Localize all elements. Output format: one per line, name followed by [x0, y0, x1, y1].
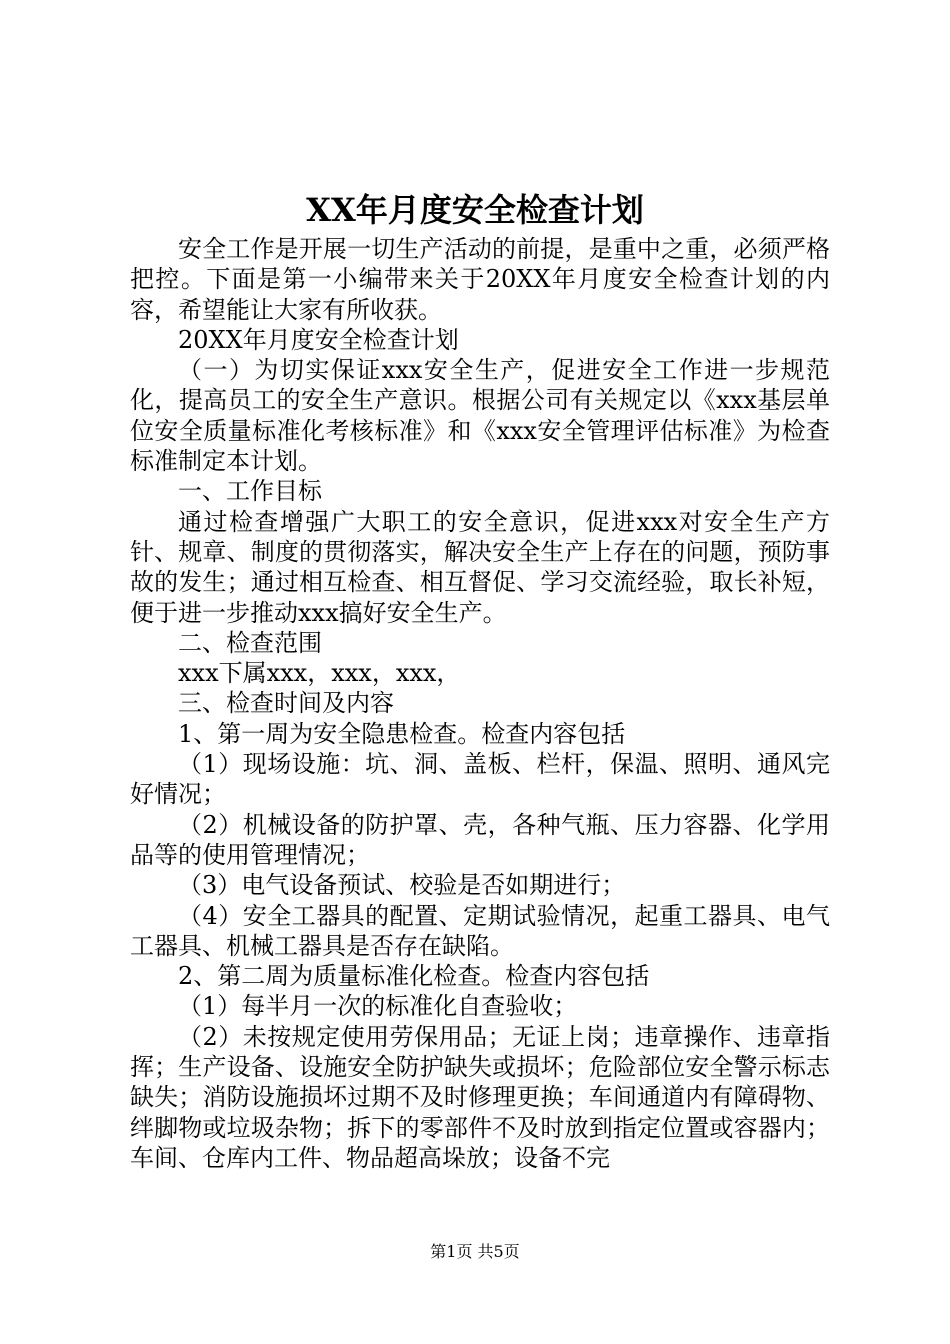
section-heading-schedule: 三、检查时间及内容 — [178, 689, 394, 718]
list-item-week1-2: （2）机械设备的防护罩、壳，各种气瓶、压力容器、化学用品等的使用管理情况； — [130, 810, 830, 869]
paragraph-goal: 通过检查增强广大职工的安全意识，促进xxx对安全生产方针、规章、制度的贯彻落实，解决安全生产上存在的问题，预防事故的发生；通过相互检查、相互督促、学习交流经验，取长补短，便于进一步推动xxx搞好安全生产。 — [130, 507, 830, 627]
document-title: XX年月度安全检查计划 — [306, 191, 644, 229]
page-footer: 第1页 共5页 — [430, 1242, 520, 1261]
paragraph-purpose: （一）为切实保证xxx安全生产，促进安全工作进一步规范化，提高员工的安全生产意识。根据公司有关规定以《xxx基层单位安全质量标准化考核标准》和《xxx安全管理评估标准》为检查标准制定本计划。 — [130, 356, 830, 476]
paragraph-week1: 1、第一周为安全隐患检查。检查内容包括 — [178, 719, 626, 748]
list-item-week2-2: （2）未按规定使用劳保用品；无证上岗；违章操作、违章指挥；生产设备、设施安全防护缺失或损坏；危险部位安全警示标志缺失；消防设施损坏过期不及时修理更换；车间通道内有障碍物、绊脚物或垃圾杂物；拆下的零部件不及时放到指定位置或容器内；车间、仓库内工件、物品超高垛放；设备不完 — [130, 1022, 830, 1172]
paragraph-week2: 2、第二周为质量标准化检查。检查内容包括 — [178, 962, 650, 991]
list-item-week1-4: （4）安全工器具的配置、定期试验情况，起重工器具、电气工器具、机械工器具是否存在缺陷。 — [130, 901, 830, 960]
paragraph-subtitle: 20XX年月度安全检查计划 — [178, 325, 459, 354]
list-item-week1-1: （1）现场设施：坑、洞、盖板、栏杆，保温、照明、通风完好情况； — [130, 750, 830, 809]
section-heading-goal: 一、工作目标 — [178, 477, 322, 506]
paragraph-scope: xxx下属xxx，xxx，xxx， — [178, 659, 461, 688]
paragraph-intro: 安全工作是开展一切生产活动的前提，是重中之重，必须严格把控。下面是第一小编带来关于20XX年月度安全检查计划的内容，希望能让大家有所收获。 — [130, 235, 830, 324]
section-heading-scope: 二、检查范围 — [178, 628, 322, 657]
list-item-week1-3: （3）电气设备预试、校验是否如期进行； — [178, 871, 626, 900]
document-body — [130, 234, 830, 1173]
list-item-week2-1: （1）每半月一次的标准化自查验收； — [178, 992, 578, 1021]
